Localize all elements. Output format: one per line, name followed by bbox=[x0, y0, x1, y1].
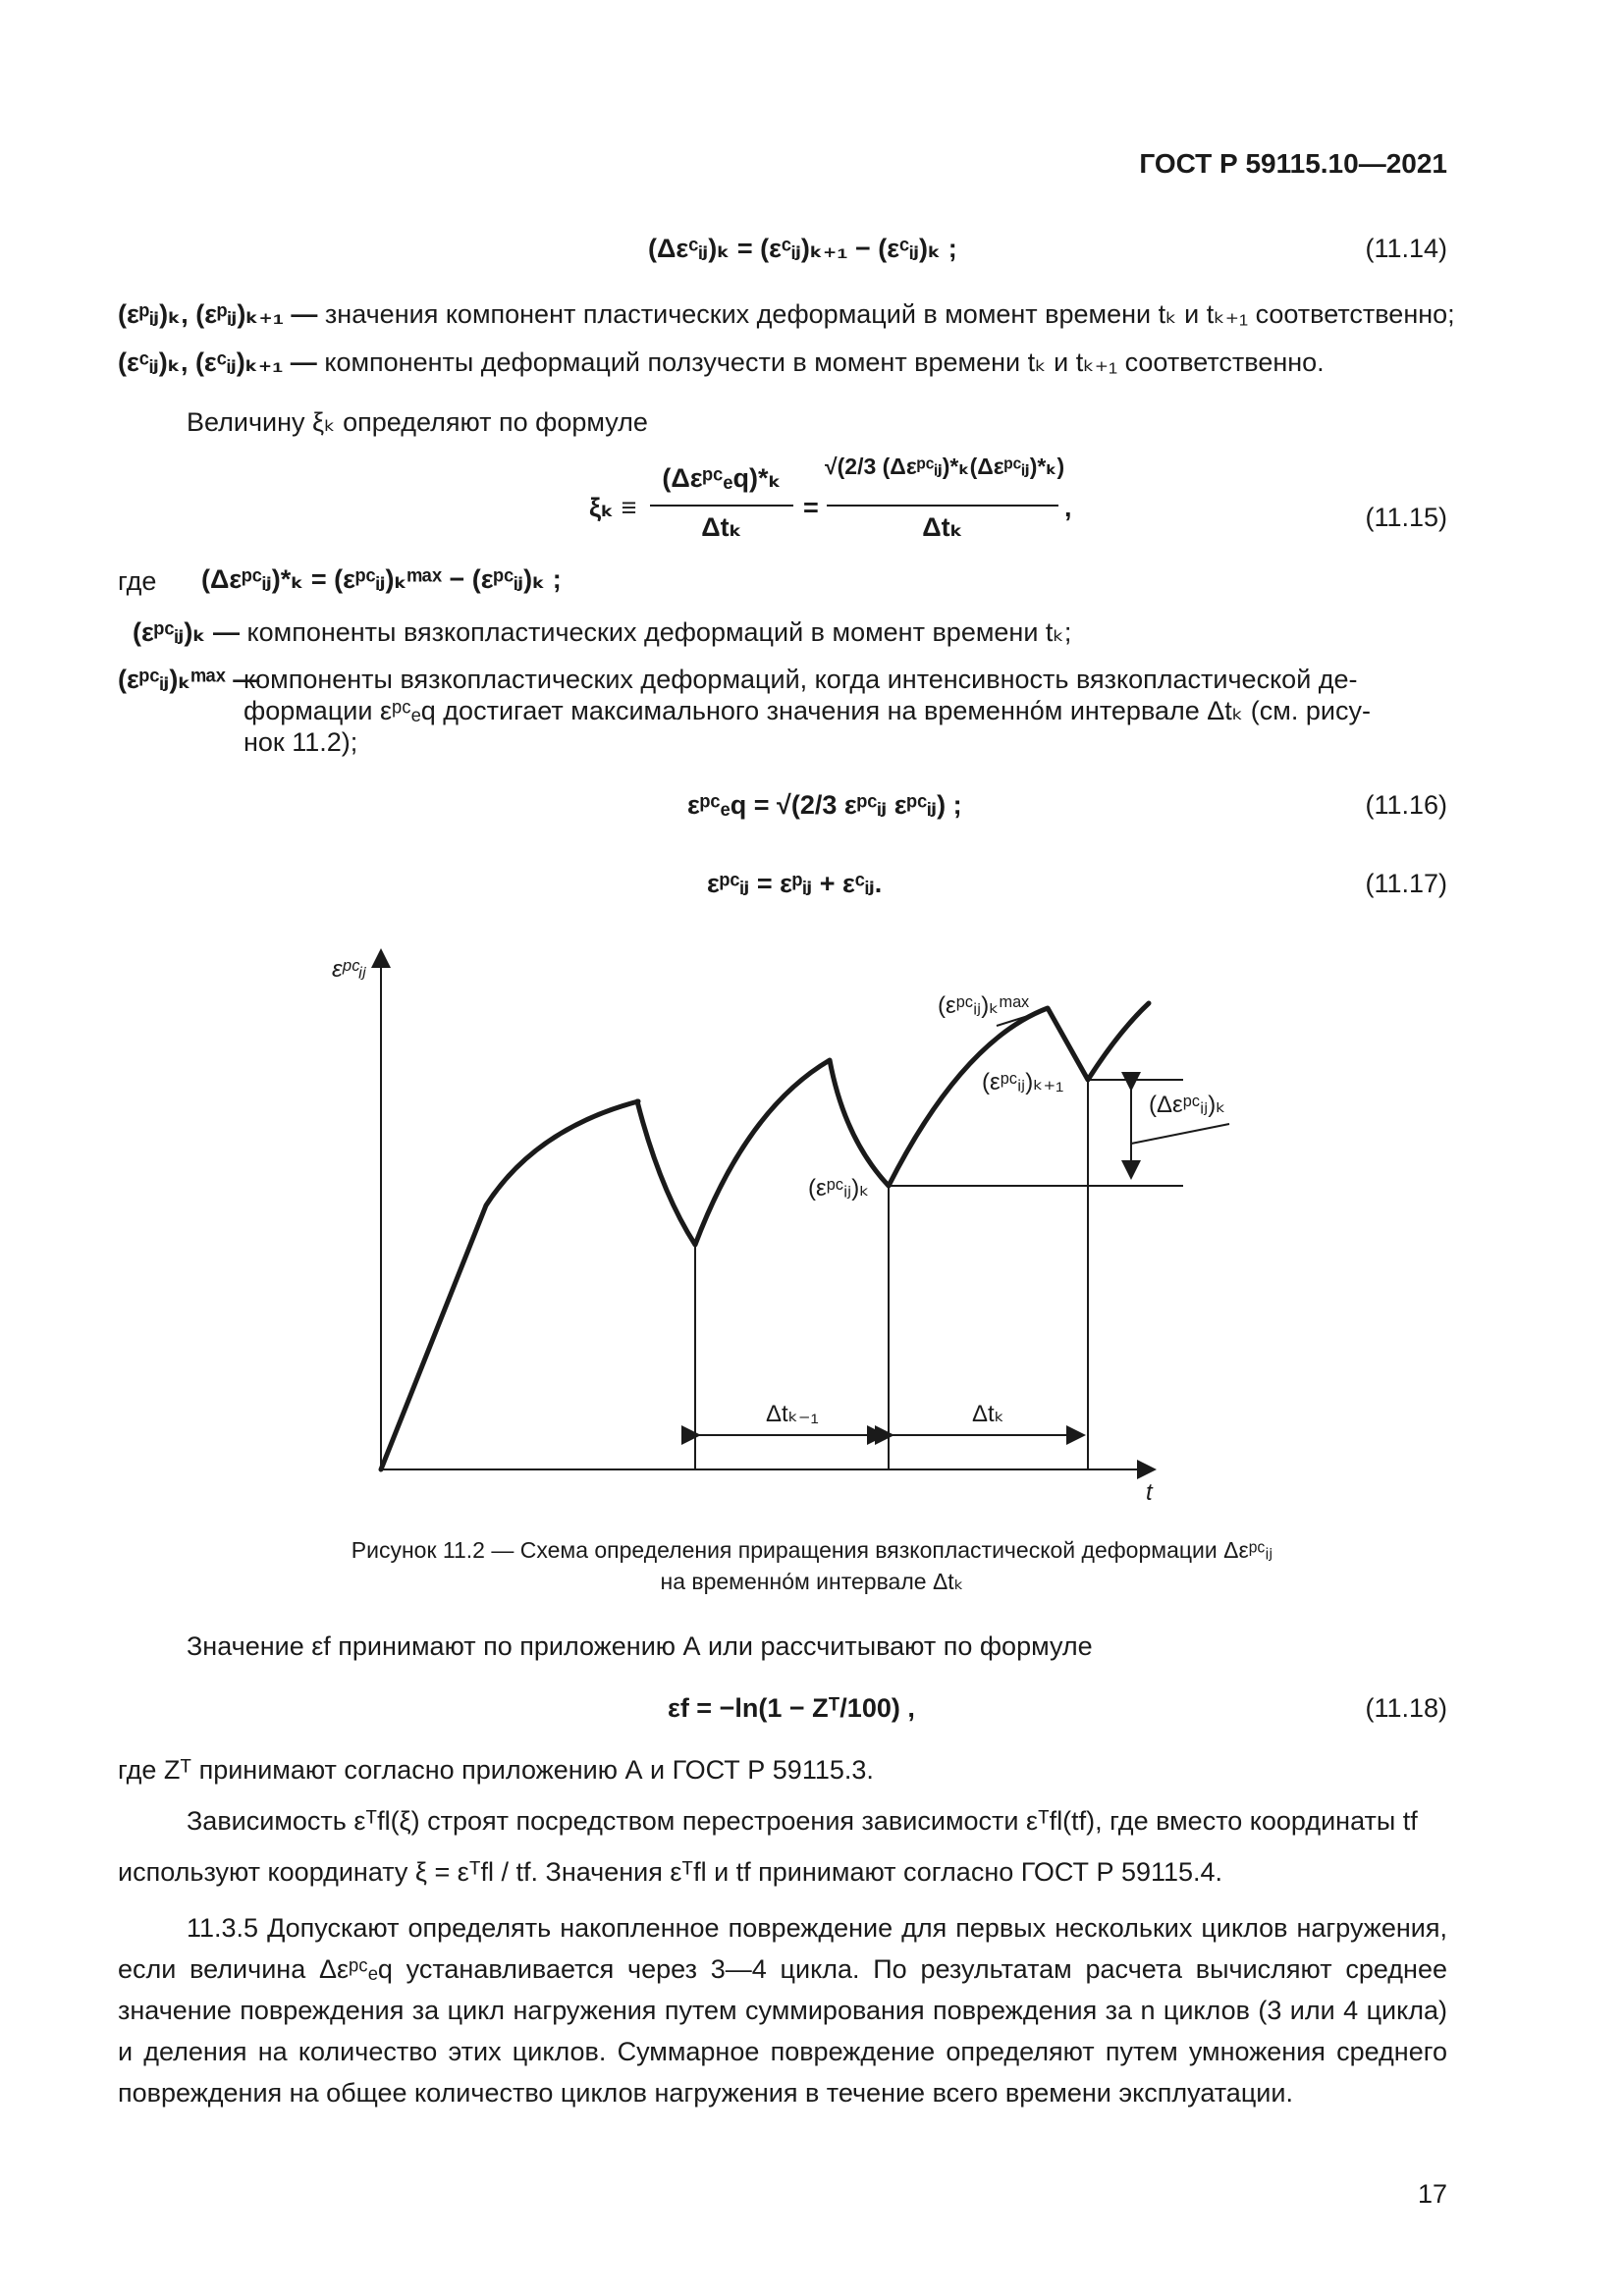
equation-number-11-14: (11.14) bbox=[1365, 234, 1447, 263]
label-dt-prev: Δtₖ₋₁ bbox=[766, 1401, 819, 1427]
label-k: (εᵖᶜᵢⱼ)ₖ bbox=[808, 1175, 870, 1201]
label-delta: (Δεᵖᶜᵢⱼ)ₖ bbox=[1149, 1092, 1226, 1118]
equation-number-11-17: (11.17) bbox=[1365, 869, 1447, 898]
equation-number-11-15: (11.15) bbox=[1365, 503, 1447, 532]
eq-comma: , bbox=[1064, 493, 1072, 522]
y-axis-label: εᵖᶜᵢⱼ bbox=[332, 956, 367, 983]
delta-leader-line bbox=[1131, 1124, 1229, 1144]
paragraph-dependence: Зависимость εᵀfl(ξ) строят посредством перестроения зависимости εᵀfl(tf), где вместо координаты tf bbox=[187, 1806, 1418, 1836]
definition-text: компоненты деформаций ползучести в момент времени tₖ и tₖ₊₁ соответственно. bbox=[324, 347, 1325, 377]
equation-11-18: εf = −ln(1 − Zᵀ/100) , bbox=[668, 1693, 915, 1723]
label-dt: Δtₖ bbox=[972, 1401, 1004, 1427]
eq-equals: = bbox=[803, 493, 819, 522]
where-formula: (Δεᵖᶜᵢⱼ)*ₖ = (εᵖᶜᵢⱼ)ₖᵐᵃˣ − (εᵖᶜᵢⱼ)ₖ ; bbox=[201, 564, 562, 594]
equation-11-17: εᵖᶜᵢⱼ = εᵖᵢⱼ + εᶜᵢⱼ. bbox=[707, 869, 883, 898]
equation-number-11-16: (11.16) bbox=[1365, 790, 1447, 820]
eq-fraction-1-den: Δtₖ bbox=[701, 512, 742, 542]
definition-symbol: (εᶜᵢⱼ)ₖ, (εᶜᵢⱼ)ₖ₊₁ — bbox=[118, 347, 317, 377]
definition-text: значения компонент пластических деформаций в момент времени tₖ и tₖ₊₁ соответственно; bbox=[324, 299, 1455, 329]
eq-fraction-2-num: √(2/3 (Δεᵖᶜᵢⱼ)*ₖ(Δεᵖᶜᵢⱼ)*ₖ) bbox=[825, 454, 1065, 479]
definition-symbol: (εᵖᶜᵢⱼ)ₖ — bbox=[133, 617, 240, 647]
x-axis-label: t bbox=[1146, 1479, 1153, 1506]
definition-symbol: (εᵖᵢⱼ)ₖ, (εᵖᵢⱼ)ₖ₊₁ — bbox=[118, 299, 318, 329]
paragraph-ef: Значение εf принимают по приложению А или рассчитывают по формуле bbox=[187, 1631, 1093, 1661]
page-number: 17 bbox=[1417, 2179, 1447, 2209]
equation-11-16: εᵖᶜₑq = √(2/3 εᵖᶜᵢⱼ εᵖᶜᵢⱼ) ; bbox=[687, 790, 962, 820]
paragraph-11-3-5: 11.3.5 Допускают определять накопленное повреждение для первых нескольких циклов нагружения, если величина Δεᵖᶜₑq устанавливается через 3—4 цикла. По результатам расчета вычисляют среднее значение повреждения за цикл нагружения путем суммирования повреждения за n циклов (3 или 4 цикла) и деления на количество этих циклов. Суммарное повреждение определяют путем умножения среднего повреждения на общее количество циклов нагружения в течение всего времени эксплуатации. bbox=[118, 1913, 1447, 2108]
eq-fraction-1-num: (Δεᵖᶜₑq)*ₖ bbox=[662, 463, 782, 493]
label-max: (εᵖᶜᵢⱼ)ₖᵐᵃˣ bbox=[938, 992, 1029, 1019]
eq-lhs: ξₖ ≡ bbox=[589, 493, 637, 522]
label-k1: (εᵖᶜᵢⱼ)ₖ₊₁ bbox=[982, 1069, 1064, 1095]
figure-caption-line1: Рисунок 11.2 — Схема определения приращения вязкопластической деформации Δεᵖᶜᵢⱼ bbox=[351, 1537, 1273, 1563]
equation-11-14: (Δεᶜᵢⱼ)ₖ = (εᶜᵢⱼ)ₖ₊₁ − (εᶜᵢⱼ)ₖ ; bbox=[648, 234, 957, 263]
equation-number-11-18: (11.18) bbox=[1365, 1693, 1447, 1723]
definition-text: компоненты вязкопластических деформаций в момент времени tₖ; bbox=[246, 617, 1072, 647]
definition-symbol-max: (εᵖᶜᵢⱼ)ₖᵐᵃˣ — bbox=[118, 665, 260, 694]
xi-intro-text: Величину ξₖ определяют по формуле bbox=[187, 407, 648, 437]
figure-caption-line2: на временно́м интервале Δtₖ bbox=[660, 1569, 964, 1594]
where-label: где bbox=[118, 566, 157, 596]
definition-max-line3: нок 11.2); bbox=[244, 727, 358, 757]
definition-max-line2: формации εᵖᶜₑq достигает максимального значения на временно́м интервале Δtₖ (см. рису- bbox=[244, 696, 1371, 725]
eq-fraction-2-den: Δtₖ bbox=[922, 512, 963, 542]
paragraph-coordinate: используют координату ξ = εᵀfl / tf. Значения εᵀfl и tf принимают согласно ГОСТ Р 59115.4. bbox=[118, 1857, 1223, 1887]
document-code: ГОСТ Р 59115.10—2021 bbox=[1139, 148, 1447, 179]
paragraph-zt: где Zᵀ принимают согласно приложению А и ГОСТ Р 59115.3. bbox=[118, 1755, 874, 1785]
definition-max-line1: компоненты вязкопластических деформаций, когда интенсивность вязкопластической де- bbox=[244, 665, 1358, 694]
